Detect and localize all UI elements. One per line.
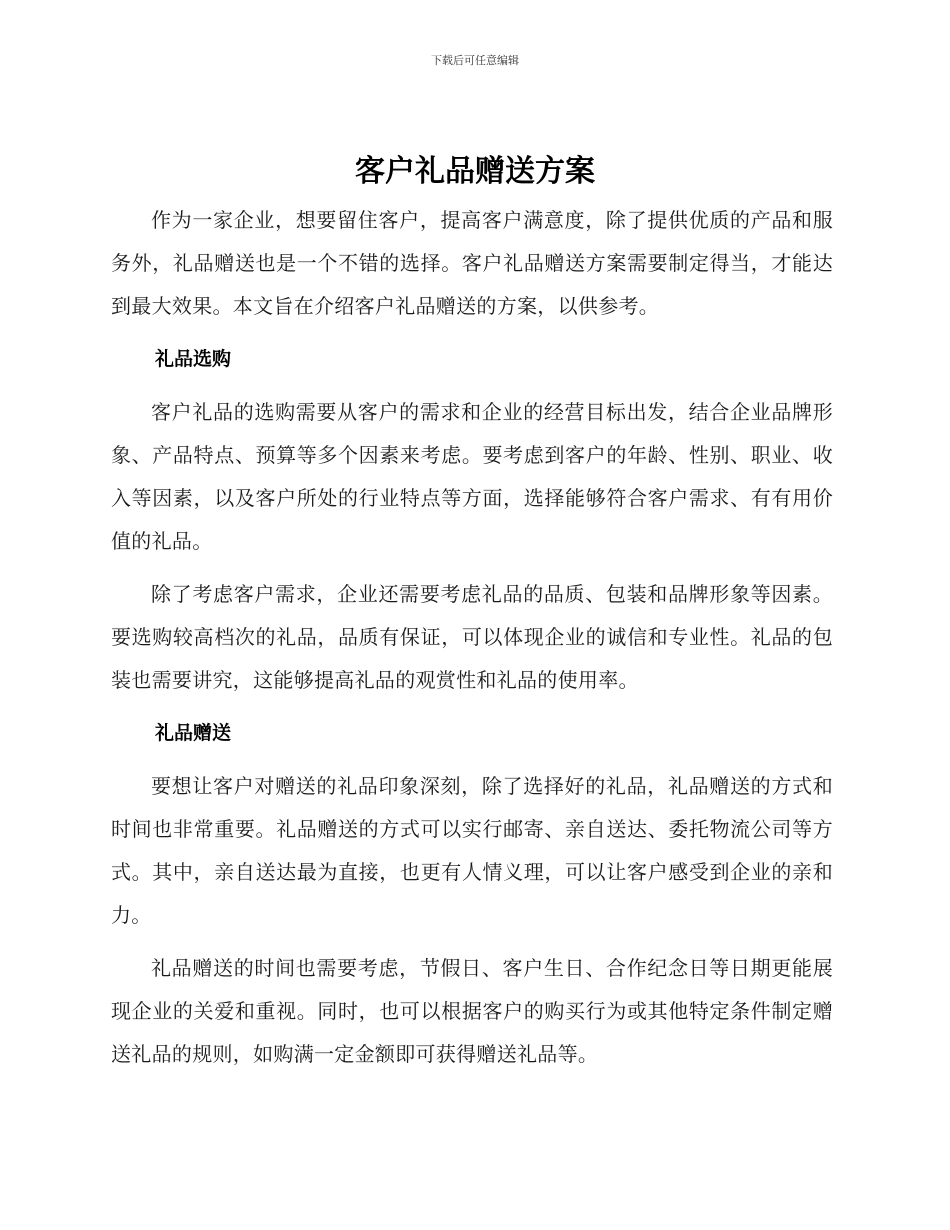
intro-paragraph: 作为一家企业，想要留住客户，提高客户满意度，除了提供优质的产品和服务外，礼品赠送也是一个不错的选择。客户礼品赠送方案需要制定得当，才能达到最大效果。本文旨在介绍客户礼品赠送的方案，以供参考。 [111,208,833,318]
body-paragraph: 礼品赠送的时间也需要考虑，节假日、客户生日、合作纪念日等日期更能展现企业的关爱和重视。同时，也可以根据客户的购买行为或其他特定条件制定赠送礼品的规则，如购满一定金额即可获得赠送礼品等。 [111,956,833,1066]
section-heading-gift-purchase: 礼品选购 [155,348,232,370]
body-paragraph: 除了考虑客户需求，企业还需要考虑礼品的品质、包装和品牌形象等因素。要选购较高档次的礼品，品质有保证，可以体现企业的诚信和专业性。礼品的包装也需要讲究，这能够提高礼品的观赏性和礼品的使用率。 [111,582,833,692]
section-heading-gift-giving: 礼品赠送 [155,722,232,744]
document-title: 客户礼品赠送方案 [355,154,595,189]
body-paragraph: 要想让客户对赠送的礼品印象深刻，除了选择好的礼品，礼品赠送的方式和时间也非常重要。礼品赠送的方式可以实行邮寄、亲自送达、委托物流公司等方式。其中，亲自送达最为直接，也更有人情义理，可以让客户感受到企业的亲和力。 [111,774,833,927]
page-header-note: 下载后可任意编辑 [431,54,519,67]
document-body [111,199,833,1086]
body-paragraph: 客户礼品的选购需要从客户的需求和企业的经营目标出发，结合企业品牌形象、产品特点、预算等多个因素来考虑。要考虑到客户的年龄、性别、职业、收入等因素，以及客户所处的行业特点等方面，选择能够符合客户需求、有有用价值的礼品。 [111,400,833,553]
